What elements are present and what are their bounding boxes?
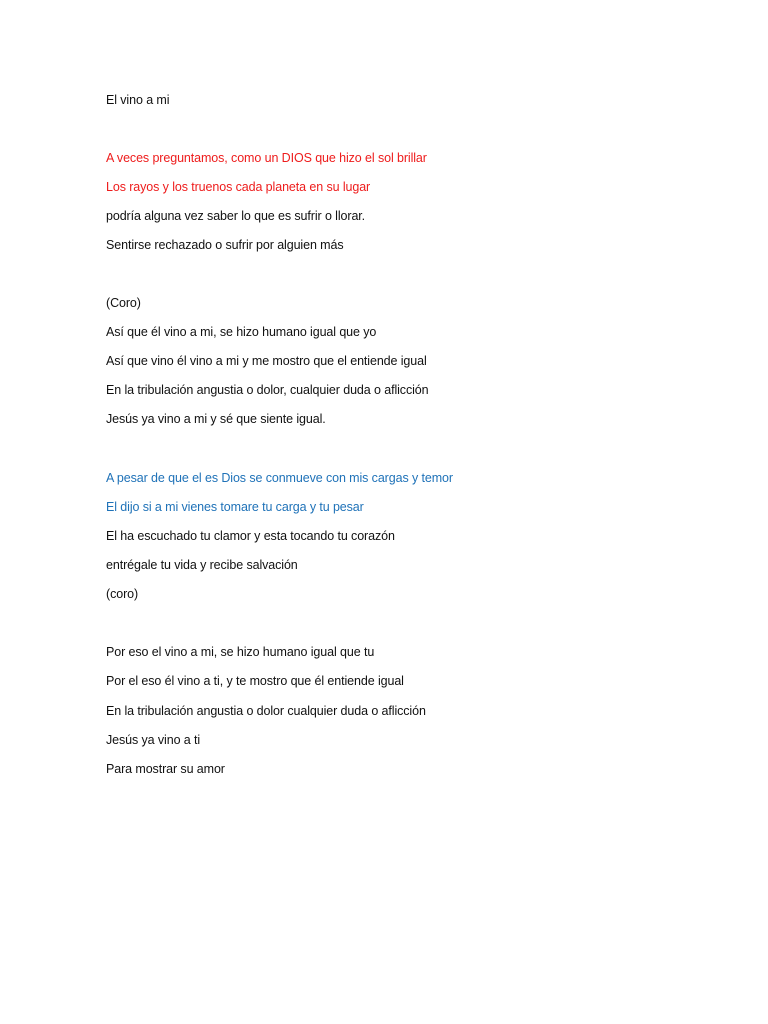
verse1-line2: Los rayos y los truenos cada planeta en su lugar bbox=[106, 180, 371, 194]
final-line1: Por eso el vino a mi, se hizo humano igual que tu bbox=[106, 645, 375, 659]
verse2-line1: A pesar de que el es Dios se conmueve con mis cargas y temor bbox=[106, 471, 453, 485]
chorus1-line4: Jesús ya vino a mi y sé que siente igual. bbox=[106, 412, 326, 426]
verse2-line4: entrégale tu vida y recibe salvación bbox=[106, 558, 298, 572]
chorus1-line2: Así que vino él vino a mi y me mostro que el entiende igual bbox=[106, 354, 427, 368]
document-title: El vino a mi bbox=[106, 93, 170, 107]
verse1-line1: A veces preguntamos, como un DIOS que hizo el sol brillar bbox=[106, 151, 427, 165]
final-line4: Jesús ya vino a ti bbox=[106, 733, 201, 747]
verse1-line4: Sentirse rechazado o sufrir por alguien más bbox=[106, 238, 344, 252]
final-line2: Por el eso él vino a ti, y te mostro que él entiende igual bbox=[106, 674, 404, 688]
chorus1-line3: En la tribulación angustia o dolor, cualquier duda o aflicción bbox=[106, 383, 429, 397]
chorus2-label: (coro) bbox=[106, 587, 139, 601]
verse2-line3: El ha escuchado tu clamor y esta tocando tu corazón bbox=[106, 529, 395, 543]
final-line3: En la tribulación angustia o dolor cualquier duda o aflicción bbox=[106, 704, 426, 718]
verse2-line2: El dijo si a mi vienes tomare tu carga y tu pesar bbox=[106, 500, 364, 514]
chorus1-label: (Coro) bbox=[106, 296, 141, 310]
chorus1-line1: Así que él vino a mi, se hizo humano igual que yo bbox=[106, 325, 377, 339]
verse1-line3: podría alguna vez saber lo que es sufrir o llorar. bbox=[106, 209, 366, 223]
final-line5: Para mostrar su amor bbox=[106, 762, 225, 776]
